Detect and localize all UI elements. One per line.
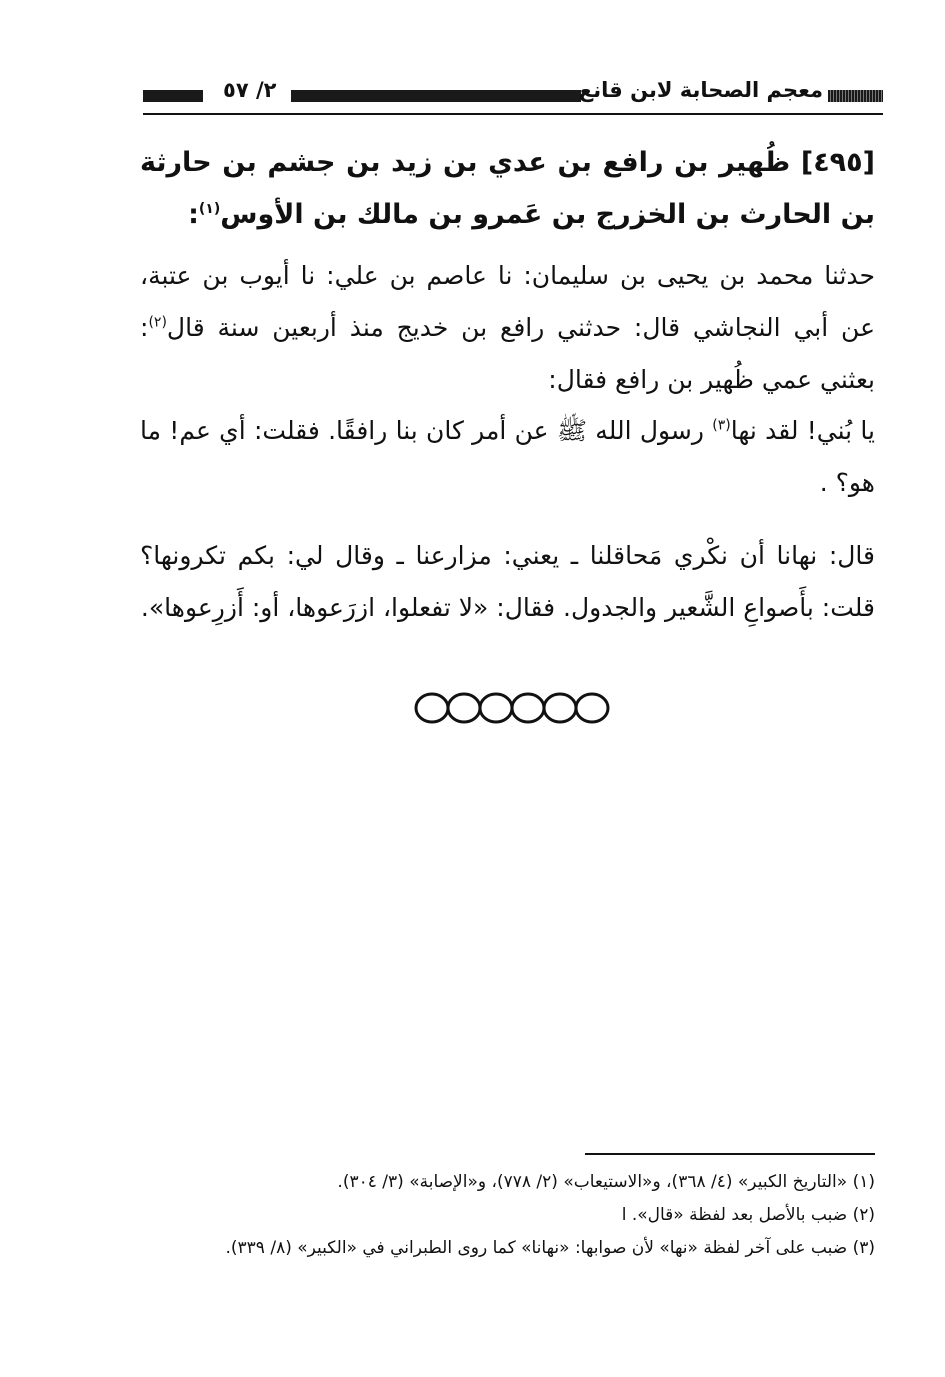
page-number: ٢/ ٥٧ <box>223 78 277 102</box>
entry-heading <box>140 137 875 241</box>
paragraph-matn-b: رسول الله ﷺ عن أمر كان بنا رافقًا. فقلت: أي عم! ما هو؟ . <box>140 416 875 497</box>
footnote-3: (٣) ضبب على آخر لفظة «نها» لأن صوابها: «نهانا» كما روى الطبراني في «الكبير» (٨/ ٣٣٩). <box>225 1238 875 1258</box>
footnote-1: (١) «التاريخ الكبير» (٤/ ٣٦٨)، و«الاستيعاب» (٢/ ٧٧٨)، و«الإصابة» (٣/ ٣٠٤). <box>337 1172 875 1192</box>
paragraph-matn-a: يا بُني! لقد نها <box>730 416 875 445</box>
footnote-ref-2: (٢) <box>148 314 167 331</box>
header-rule <box>143 113 883 115</box>
header-bar-right <box>828 90 883 102</box>
header-bar-left <box>143 90 203 102</box>
section-divider-circles <box>412 688 612 728</box>
footnote-ref-1: (١) <box>198 201 221 217</box>
footnote-2: (٢) ضبب بالأصل بعد لفظة «قال». ا <box>621 1205 875 1225</box>
paragraph-reply: قال: نهانا أن نكْري مَحاقلنا ـ يعني: مزارعنا ـ وقال لي: بكم تكرونها؟ قلت: بأَصواعِ الشَّعير والجدول. فقال: «لا تفعلوا، ازرَعوها، أو: أَزرِعوها». <box>140 541 875 622</box>
book-title: معجم الصحابة لابن قانع <box>578 78 823 102</box>
footnotes <box>140 1166 875 1265</box>
header-bar-middle <box>291 90 581 102</box>
paragraph-matn <box>140 405 875 509</box>
paragraph-isnad-b: : بعثني عمي ظُهير بن رافع فقال: <box>140 313 875 394</box>
running-header <box>143 78 883 112</box>
entry-heading-text: [٤٩٥] ظُهير بن رافع بن عدي بن زيد بن جشم بن حارثة بن الحارث بن الخزرج بن عَمرو بن مالك بن الأوس <box>140 147 875 230</box>
paragraph-isnad <box>140 250 875 406</box>
entry-heading-end: : <box>188 199 199 230</box>
paragraph-isnad-a: حدثنا محمد بن يحيى بن سليمان: نا عاصم بن علي: نا أيوب بن عتبة، عن أبي النجاشي قال: حدثني رافع بن خديج منذ أربعين سنة قال <box>140 261 875 342</box>
footnote-ref-3: (٣) <box>712 417 731 434</box>
footnote-rule <box>585 1153 875 1155</box>
